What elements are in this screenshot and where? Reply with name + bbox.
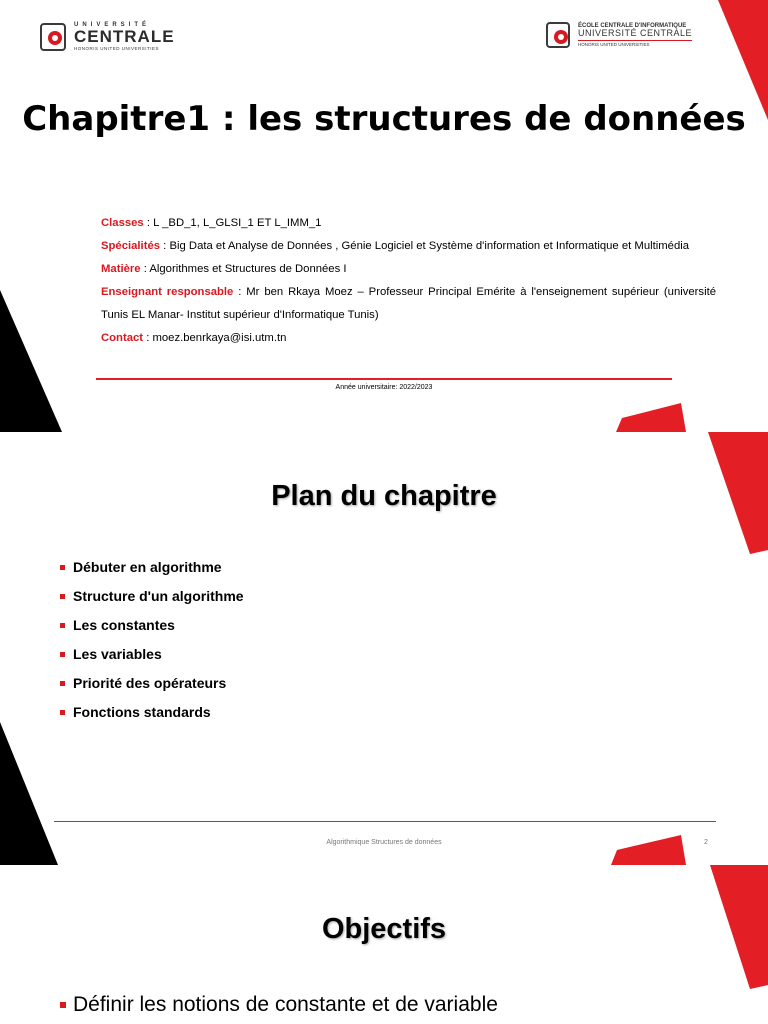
list-item (60, 586, 244, 615)
logo-right-line3: HONORIS UNITED UNIVERSITIES (578, 41, 650, 47)
slide-title (0, 0, 768, 432)
black-triangle-left (0, 290, 62, 432)
ecole-centrale-informatique-logo (546, 22, 692, 48)
matiere-label: Matière (101, 263, 141, 275)
list-item (60, 702, 244, 731)
footer-course-name: Algorithmique Structures de données (326, 839, 442, 846)
list-item-text: Priorité des opérateurs (73, 675, 227, 691)
matiere-value: : Algorithmes et Structures de Données I (140, 263, 347, 275)
matiere-row (101, 258, 716, 281)
slide-plan (0, 432, 768, 865)
list-item (60, 615, 244, 644)
classes-label: Classes (101, 217, 144, 229)
bullet-icon (60, 681, 65, 686)
specialites-value: : Big Data et Analyse de Données , Génie Logiciel et Système d'information et Informatique et Multimédia (160, 240, 690, 252)
logo-left-line1: UNIVERSITÉ (74, 22, 151, 28)
footer-divider (54, 821, 716, 822)
plan-list (60, 557, 244, 731)
list-item (60, 993, 498, 1017)
logo-left-line3: HONORIS UNITED UNIVERSITIES (74, 46, 160, 51)
page-number: 2 (704, 839, 708, 846)
list-item-text: Structure d'un algorithme (73, 588, 244, 604)
list-item (60, 673, 244, 702)
logo-left-line2: CENTRALE (74, 27, 175, 46)
contact-value[interactable]: : moez.benrkaya@isi.utm.tn (143, 332, 287, 344)
chapter-title: Chapitre1 : les structures de données (22, 99, 746, 139)
contact-row (101, 327, 716, 350)
list-item-text: Les variables (73, 646, 162, 662)
objectifs-title: Objectifs (321, 913, 447, 945)
list-item-text: Fonctions standards (73, 704, 211, 720)
list-item-text: Les constantes (73, 617, 175, 633)
plan-title: Plan du chapitre (271, 480, 497, 512)
list-item (60, 557, 244, 586)
universite-centrale-logo (40, 22, 175, 52)
bullet-icon (60, 565, 65, 570)
classes-value: : L _BD_1, L_GLSI_1 ET L_IMM_1 (143, 217, 322, 229)
logo-mark-icon (546, 22, 570, 48)
logo-right-line1: ÉCOLE CENTRALE D'INFORMATIQUE (578, 22, 687, 29)
academic-year: Année universitaire: 2022/2023 (335, 384, 433, 391)
bullet-icon (60, 710, 65, 715)
course-info (101, 212, 716, 350)
bullet-icon (60, 594, 65, 599)
divider-line (96, 378, 672, 380)
bullet-icon (60, 652, 65, 657)
list-item-text: Définir les notions de constante et de variable (73, 993, 498, 1016)
list-item-text: Débuter en algorithme (73, 559, 222, 575)
enseignant-label: Enseignant responsable (101, 286, 234, 298)
list-item (60, 644, 244, 673)
bullet-icon (60, 623, 65, 628)
bullet-icon (60, 1002, 66, 1008)
logo-mark-icon (40, 23, 66, 51)
specialites-row (101, 235, 716, 258)
enseignant-row (101, 281, 716, 327)
logo-right-line2: UNIVERSITÉ CENTRALE (578, 29, 692, 40)
slide-objectifs (0, 865, 768, 1024)
classes-row (101, 212, 716, 235)
enseignant-value: : Mr ben Rkaya Moez – Professeur Principal Emérite à l'enseignement supérieur (université Tunis EL Manar- Institut supérieur d'Informatique Tunis) (101, 286, 717, 321)
red-shape-bottom-right (616, 403, 686, 432)
contact-label: Contact (101, 332, 144, 344)
specialites-label: Spécialités (101, 240, 161, 252)
